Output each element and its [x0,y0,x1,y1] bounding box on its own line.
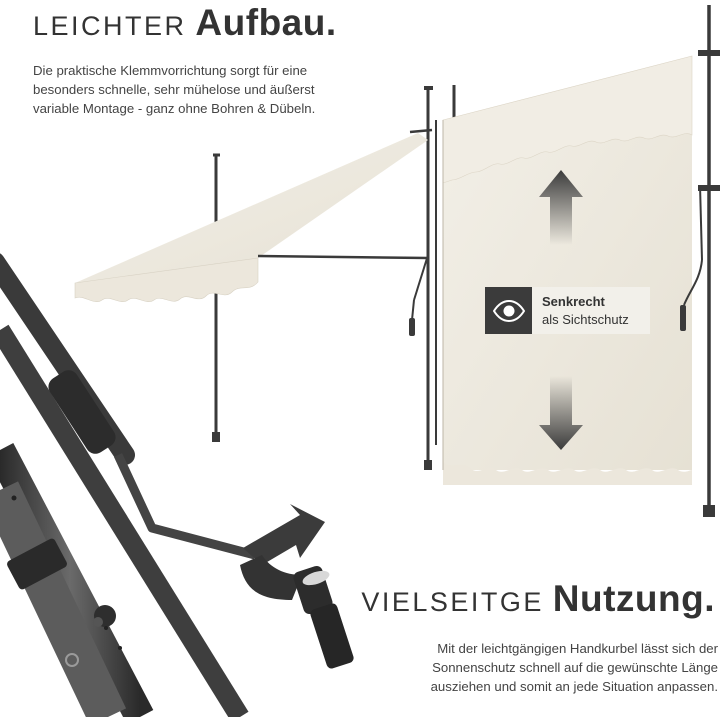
privacy-badge [485,287,650,334]
badge-text [532,293,629,329]
usage-description [431,639,718,696]
description-line: Sonnenschutz schnell auf die gewünschte Länge [432,660,718,675]
description-line: besonders schnelle, sehr mühelose und äußerst [33,82,315,97]
headline-light: LEICHTER [33,11,187,41]
headline-light: VIELSEITGE [361,587,544,617]
badge-subtitle: als Sichtschutz [542,311,629,327]
badge-title: Senkrecht [542,293,605,309]
vertical-awning [436,5,720,517]
description-line: variable Montage - ganz ohne Bohren & Dübeln. [33,101,316,116]
description-line: ausziehen und somit an jede Situation anpassen. [430,679,718,694]
horizontal-awning [75,86,433,470]
headline-bold: Aufbau. [195,2,337,43]
assembly-description [33,61,315,118]
headline-usage [361,578,715,620]
headline-bold: Nutzung. [552,578,715,619]
crank-closeup [0,262,355,717]
description-line: Mit der leichtgängigen Handkurbel lässt sich der [437,641,718,656]
headline-assembly [33,2,337,44]
description-line: Die praktische Klemmvorrichtung sorgt für eine [33,63,308,78]
eye-icon [485,287,532,334]
